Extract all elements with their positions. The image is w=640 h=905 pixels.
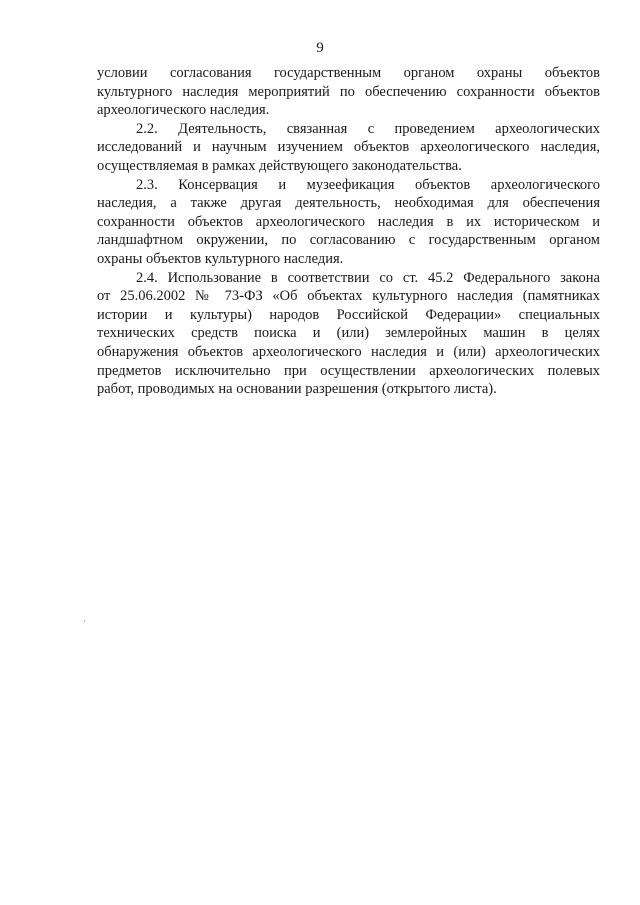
text-line: сохранности объектов археологического наследия в их историческом и xyxy=(97,213,600,230)
text-line: истории и культуры) народов Российской Федерации» специальных xyxy=(97,306,600,323)
text-line: исследований и научным изучением объектов археологического наследия, xyxy=(97,139,600,156)
text-line: ландшафтном окружении, по согласованию с государственным органом xyxy=(97,232,600,249)
document-body xyxy=(97,64,600,399)
text-line: археологического наследия. xyxy=(97,102,270,119)
page-number: 9 xyxy=(316,40,324,56)
text-line: наследия, а также другая деятельность, необходимая для обеспечения xyxy=(97,195,600,212)
text-line: 2.4. Использование в соответствии со ст. 45.2 Федерального закона xyxy=(136,269,600,286)
text-line: 2.2. Деятельность, связанная с проведением археологических xyxy=(136,120,600,137)
text-line: культурного наследия мероприятий по обеспечению сохранности объектов xyxy=(97,83,600,100)
text-line: от 25.06.2002 № 73-ФЗ «Об объектах культурного наследия (памятниках xyxy=(97,288,600,305)
paragraph-2-4 xyxy=(97,269,600,399)
scan-speck xyxy=(84,620,85,622)
text-line: предметов исключительно при осуществлении археологических полевых xyxy=(97,362,600,379)
text-line: охраны объектов культурного наследия. xyxy=(97,250,344,267)
text-line: работ, проводимых на основании разрешения (открытого листа). xyxy=(97,381,497,398)
paragraph-intro xyxy=(97,64,600,120)
text-line: обнаружения объектов археологического наследия и (или) археологических xyxy=(97,343,600,360)
text-line: 2.3. Консервация и музеефикация объектов археологического xyxy=(136,176,600,193)
text-line: технических средств поиска и (или) землеройных машин в целях xyxy=(97,325,600,342)
text-line: условии согласования государственным органом охраны объектов xyxy=(97,65,600,81)
paragraph-2-2 xyxy=(97,120,600,176)
text-line: осуществляемая в рамках действующего законодательства. xyxy=(97,157,462,174)
paragraph-2-3 xyxy=(97,176,600,269)
